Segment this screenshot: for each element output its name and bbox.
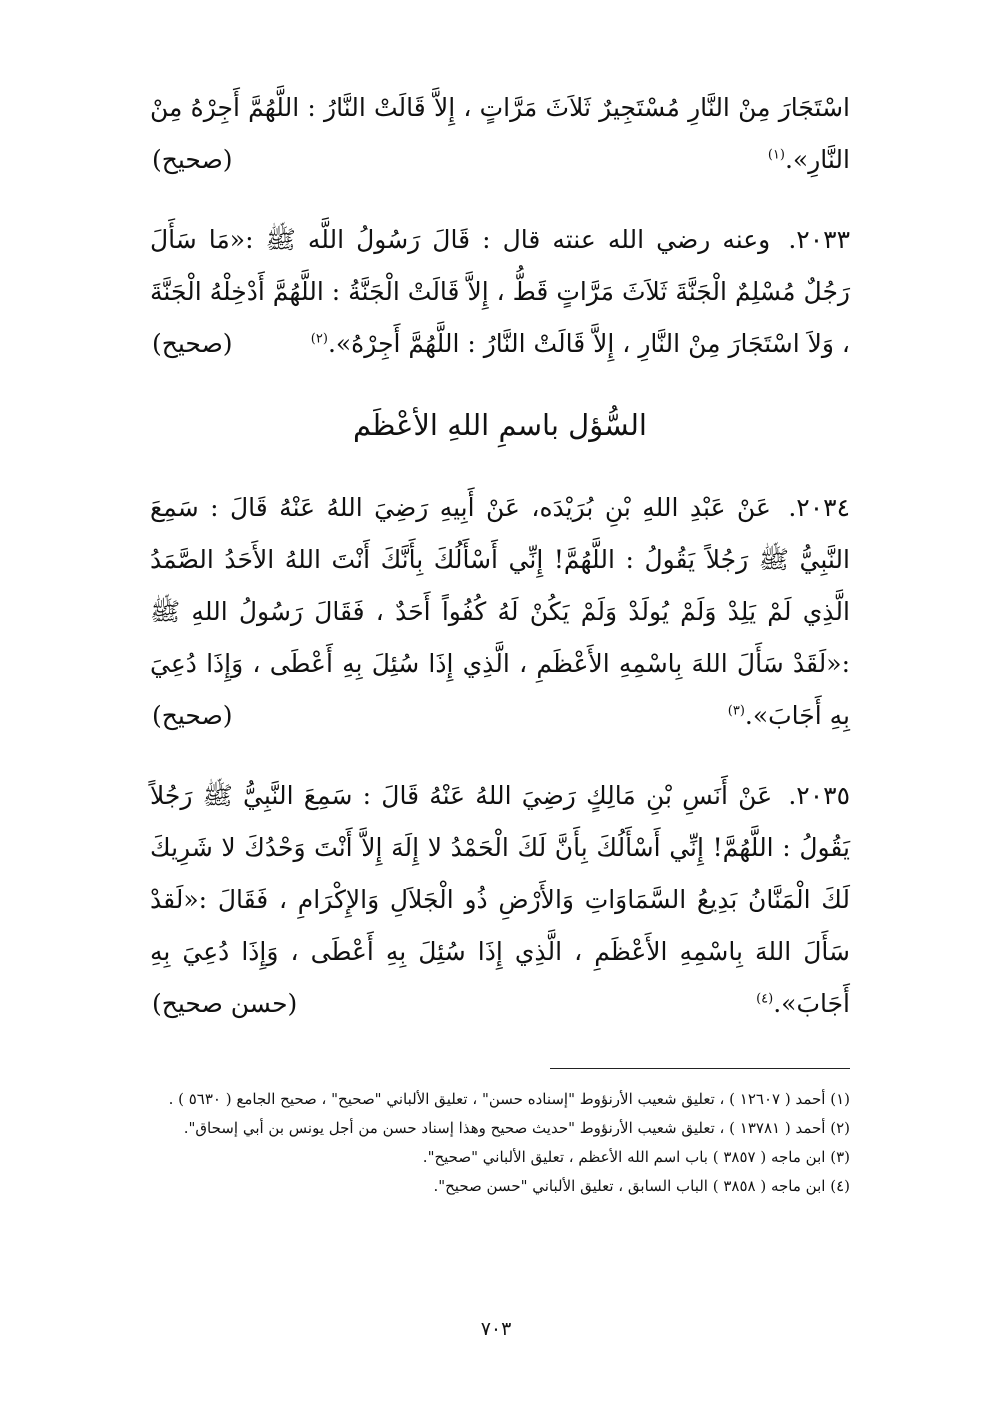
hadith-text: وعنه رضي الله عنته قال : قَالَ رَسُولُ اللَّه ﷺ :«مَا سَأَلَ رَجُلٌ مُسْلِمٌ الْجَنَّةَ ثَلاَثَ مَرَّاتٍ قَطُّ ، إِلاَّ قَالَتْ الْجَنَّةُ : اللَّهُمَّ أَدْخِلْهُ الْجَنَّةَ ، وَلاَ اسْتَجَارَ مِنْ النَّارِ ، إِلاَّ قَالَتْ النَّارُ : اللَّهُمَّ أَجِرْهُ». xyxy=(150,225,850,358)
footnote-ref[interactable]: (٤) xyxy=(756,991,774,1007)
hadith-2034 xyxy=(150,482,850,742)
section-heading: السُّؤل باسمِ اللهِ الأعْظَم xyxy=(352,408,647,442)
page-number: ٧٠٣ xyxy=(480,1318,512,1340)
hadith-text: عَنْ أَنَسِ بْنِ مَالِكٍ رَضِيَ اللهُ عَنْهُ قَالَ : سَمِعَ النَّبِيُّ ﷺ رَجُلاً يَقُولُ : اللَّهُمَّ! إِنِّي أَسْأَلُكَ بِأَنَّ لَكَ الْحَمْدُ لا إِلَهَ إِلاَّ أَنْتَ وَحْدُكَ لا شَرِيكَ لَكَ الْمَنَّانُ بَدِيعُ السَّمَاوَاتِ وَالأَرْضِ ذُو الْجَلاَلِ وَالإِكْرَامِ ، فَقَالَ :«لَقدْ سَأَلَ اللهَ بِاسْمِهِ الأَعْظَمِ ، الَّذِي إِذَا سُئِلَ بِهِ أَعْطَى ، وَإِذَا دُعِيَ بِهِ أَجَابَ». xyxy=(150,781,850,1018)
hadith-2035 xyxy=(150,770,850,1030)
footnote-ref[interactable]: (٣) xyxy=(727,703,745,719)
footnote-ref[interactable]: (٢) xyxy=(310,331,328,347)
grade-label: (صحيح) xyxy=(152,701,233,730)
hadith-number: ٢٠٣٥. xyxy=(788,781,850,810)
hadith-2033 xyxy=(150,214,850,370)
footnote-1: (١) أحمد ( ١٢٦٠٧ ) ، تعليق شعيب الأرنؤوط "إسناده حسن" ، تعليق الألباني "صحيح" ، صحيح الجامع ( ٥٦٣٠ ) . xyxy=(168,1090,850,1108)
footnote-2: (٢) أحمد ( ١٣٧٨١ ) ، تعليق شعيب الأرنؤوط "حديث صحيح وهذا إسناد حسن من أجل يونس بن أبي إسحاق". xyxy=(183,1119,850,1137)
hadith-text: اسْتَجَارَ مِنْ النَّارِ مُسْتَجِيرٌ ثَلاَثَ مَرَّاتٍ ، إِلاَّ قَالَتْ النَّارُ : اللَّهُمَّ أَجِرْهُ مِنْ النَّارِ». xyxy=(150,93,850,174)
grade-label: (صحيح) xyxy=(152,145,233,174)
hadith-continuation xyxy=(150,82,850,186)
page-body xyxy=(150,82,850,1030)
hadith-number: ٢٠٣٤. xyxy=(788,493,850,522)
hadith-number: ٢٠٣٣. xyxy=(788,225,850,254)
footnotes-section xyxy=(150,1068,850,1201)
grade-label: (صحيح) xyxy=(152,329,233,358)
footnote-4: (٤) ابن ماجه ( ٣٨٥٨ ) الباب السابق ، تعليق الألباني "حسن صحيح". xyxy=(433,1177,850,1195)
hadith-text: عَنْ عَبْدِ اللهِ بْنِ بُرَيْدَه، عَنْ أَبِيهِ رَضِيَ اللهُ عَنْهُ قَالَ : سَمِعَ النَّبِيُّ ﷺ رَجُلاً يَقُولُ : اللَّهُمَّ! إِنِّي أَسْأَلُكَ بِأَنَّكَ أَنْتَ اللهُ الأَحَدُ الصَّمَدُ الَّذِي لَمْ يَلِدْ وَلَمْ يُولَدْ وَلَمْ يَكُنْ لَهُ كُفُواً أَحَدٌ ، فَقَالَ رَسُولُ اللهِ ﷺ :«لَقَدْ سَأَلَ اللهَ بِاسْمِهِ الأَعْظَمِ ، الَّذِي إِذَا سُئِلَ بِهِ أَعْطَى ، وَإِذَا دُعِيَ بِهِ أَجَابَ». xyxy=(150,493,850,730)
grade-label: (حسن صحيح) xyxy=(152,989,298,1018)
footnote-ref[interactable]: (١) xyxy=(767,147,785,163)
footnote-3: (٣) ابن ماجه ( ٣٨٥٧ ) باب اسم الله الأعظم ، تعليق الألباني "صحيح". xyxy=(422,1148,850,1166)
footnote-divider xyxy=(550,1068,850,1069)
